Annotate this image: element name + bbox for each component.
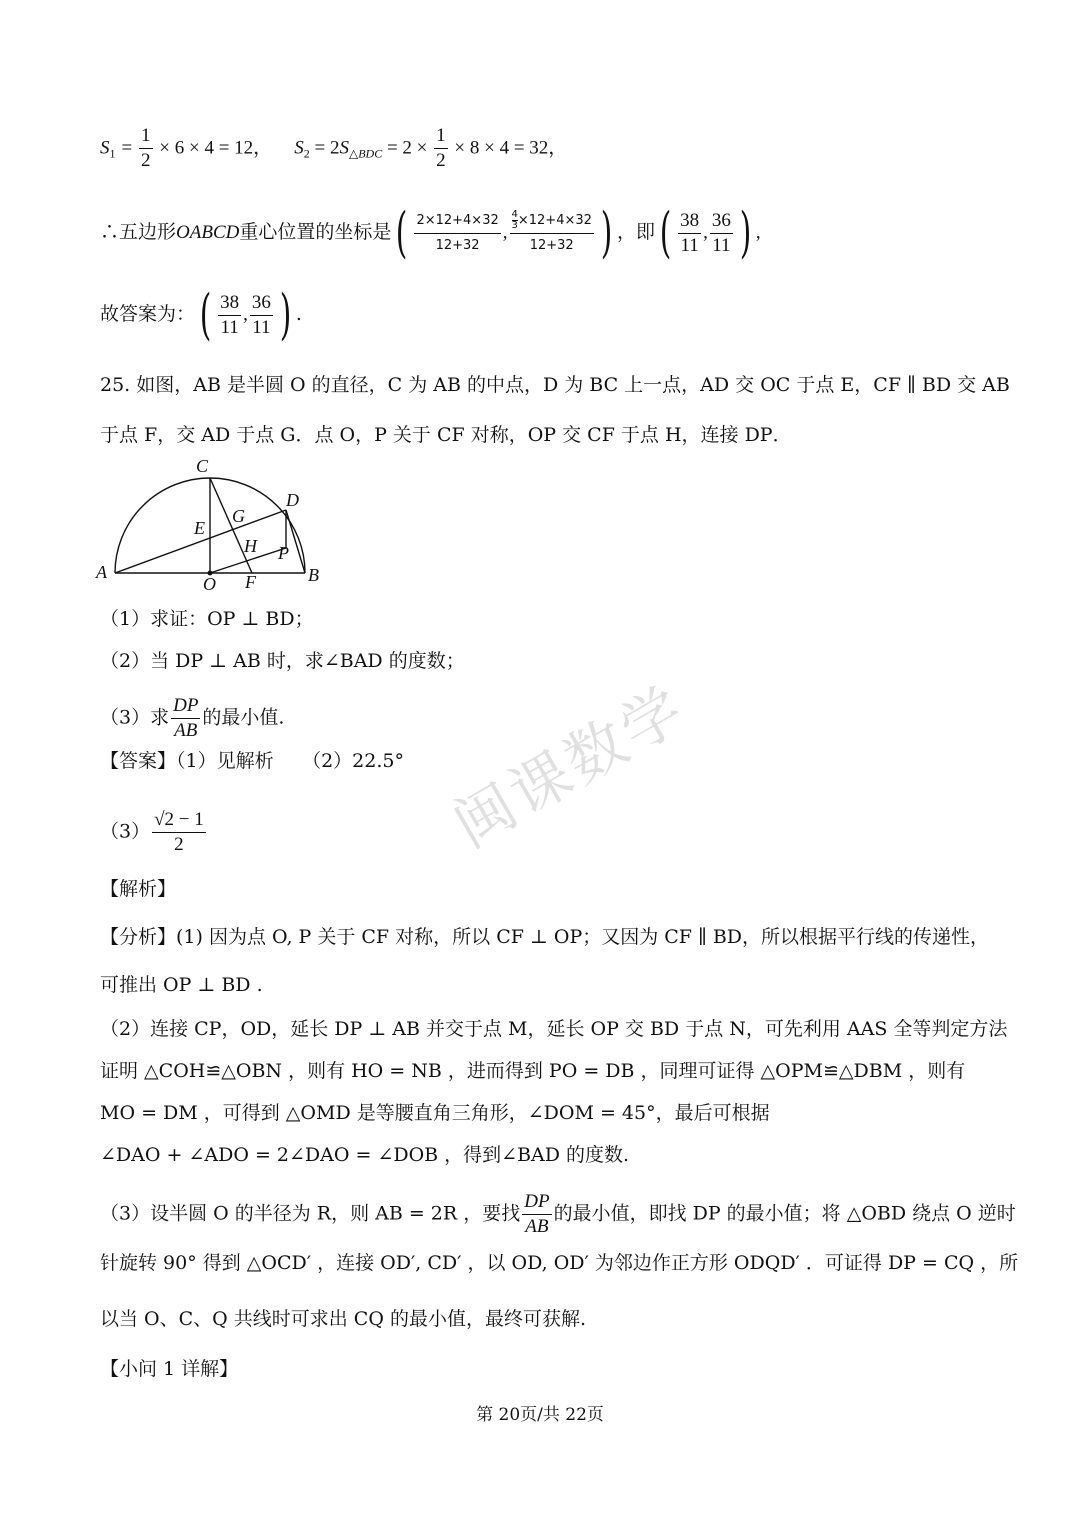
sub-question-2: （2）当 DP ⊥ AB 时，求∠BAD 的度数；	[100, 650, 465, 672]
answer-y-fraction: $\frac{36}{11}$	[251, 291, 271, 338]
label-d: D	[286, 490, 299, 510]
analysis-line-7: （3）设半圆 O 的半径为 R，则 AB = 2R ，要找 $\frac{DP}{AB}$ 的最小值，即找 DP 的最小值；将 △OBD 绕点 O 逆时	[100, 1191, 1016, 1237]
centroid-prefix: ∴五边形	[100, 221, 177, 243]
eq2b: = 2 ×	[382, 137, 433, 159]
watermark: 闽课数学	[442, 673, 699, 862]
analysis-line-3: （2）连接 CP，OD，延长 DP ⊥ AB 并交于点 M，延长 OP 交 BD 于点 N，可先利用 AAS 全等判定方法	[100, 1018, 1008, 1040]
analysis-line-5: MO = DM ，可得到 △OMD 是等腰直角三角形，∠DOM = 45°，最后可根据	[100, 1102, 770, 1124]
answer-3-fraction: $\frac{√2 - 1}{2}$	[154, 809, 204, 855]
sbdc-sub: △BDC	[348, 146, 383, 161]
analysis-line-2: 可推出 OP ⊥ BD .	[100, 974, 263, 996]
result-y-fraction: $\frac{36}{11}$	[711, 209, 731, 256]
label-a: A	[96, 562, 107, 582]
label-g: G	[232, 506, 245, 526]
question-25-line-2: 于点 F，交 AD 于点 G．点 O，P 关于 CF 对称，OP 交 CF 于点 H，连接 DP．	[100, 424, 792, 446]
label-f: F	[245, 572, 256, 592]
sbdc-symbol: S	[339, 137, 349, 159]
answer-line: 故答案为：( $\frac{38}{11}$ , $\frac{36}{11}$ ) .	[100, 283, 302, 346]
eq1-rest: × 6 × 4 = 12，	[154, 137, 273, 159]
sub-detail-heading: 【小问 1 详解】	[100, 1358, 239, 1380]
answer-x-fraction: $\frac{38}{11}$	[220, 291, 240, 338]
answer-summary: 【答案】（1）见解析 （2）22.5°	[100, 750, 404, 772]
label-p: P	[278, 543, 289, 563]
s1-sub: 1	[109, 146, 116, 161]
semicircle-figure	[90, 452, 330, 592]
centroid-x-fraction: $\frac{2\times 12+4\times 32}{12+32}$	[414, 209, 500, 258]
sub-question-1: （1）求证：OP ⊥ BD；	[100, 608, 314, 630]
analysis-line-4: 证明 △COH≌△OBN ，则有 HO = NB ，进而得到 PO = DB ，同理可证得 △OPM≌△DBM ，则有	[100, 1060, 966, 1082]
label-h: H	[244, 536, 257, 556]
eq2a: = 2	[309, 137, 340, 159]
question-25-line-1: 25. 如图，AB 是半圆 O 的直径，C 为 AB 的中点，D 为 BC 上一点，AD 交 OC 于点 E，CF ∥ BD 交 AB	[100, 374, 1010, 396]
dp-ab-fraction: $\frac{DP}{AB}$	[173, 695, 199, 741]
page-footer: 第 20页/共 22页	[476, 1405, 604, 1425]
analysis-line-8: 针旋转 90° 得到 △OCD′ ，连接 OD′, CD′ ，以 OD, OD′ 为邻边作正方形 ODQD′ ．可证得 DP = CQ ，所	[100, 1252, 1019, 1274]
label-b: B	[308, 565, 319, 585]
label-c: C	[196, 456, 209, 476]
centroid-line: ∴五边形OABCD重心位置的坐标是( $\frac{2\times 12+4\times 32}{12+32}$ , $\frac{4}{3}$ ×12+4×32 12+32 ) ，即( $\frac{38}{11}$ , $\frac{36}{11}$ ) ,	[100, 201, 761, 264]
analysis-dp-ab-fraction: $\frac{DP}{AB}$	[524, 1191, 550, 1237]
label-o: O	[203, 574, 216, 592]
s1-symbol: S	[100, 137, 110, 159]
half-fraction-2: $\frac{1}{2}$	[436, 125, 446, 171]
sub-question-3: （3）求 $\frac{DP}{AB}$ 的最小值.	[100, 695, 285, 741]
analysis-line-9: 以当 O、C、Q 共线时可求出 CQ 的最小值，最终可获解.	[100, 1308, 587, 1330]
half-fraction-1: $\frac{1}{2}$	[141, 125, 151, 171]
answer-prefix: 故答案为：	[100, 303, 196, 325]
centroid-mid: 重心位置的坐标是	[239, 221, 392, 243]
s2-symbol: S	[294, 137, 304, 159]
analysis-line-1: 【分析】(1) 因为点 O, P 关于 CF 对称，所以 CF ⊥ OP；又因为 CF ∥ BD，所以根据平行线的传递性，	[100, 926, 990, 948]
eq2c: × 8 × 4 = 32，	[449, 137, 568, 159]
jiexi-heading: 【解析】	[100, 878, 177, 900]
s2-sub: 2	[303, 146, 310, 161]
analysis-line-6: ∠DAO + ∠ADO = 2∠DAO = ∠DOB ，得到∠BAD 的度数.	[100, 1144, 630, 1166]
centroid-y-fraction: $\frac{4}{3}$ ×12+4×32 12+32	[511, 208, 592, 253]
segment-bd	[286, 510, 305, 573]
label-e: E	[194, 518, 205, 538]
pentagon-name: OABCD	[176, 222, 240, 243]
formula-areas: $S_1$ = $\frac{1}{2}$ × 6 × 4 = 12， $S_2 = 2S_{\triangle BDC} = 2$ × $\frac{1}{2}$ × 8 × 4 = 32，	[100, 125, 568, 171]
answer-3: （3） $\frac{√2 - 1}{2}$	[100, 809, 204, 855]
ji-text: ，即	[617, 221, 656, 243]
result-x-fraction: $\frac{38}{11}$	[680, 209, 700, 256]
